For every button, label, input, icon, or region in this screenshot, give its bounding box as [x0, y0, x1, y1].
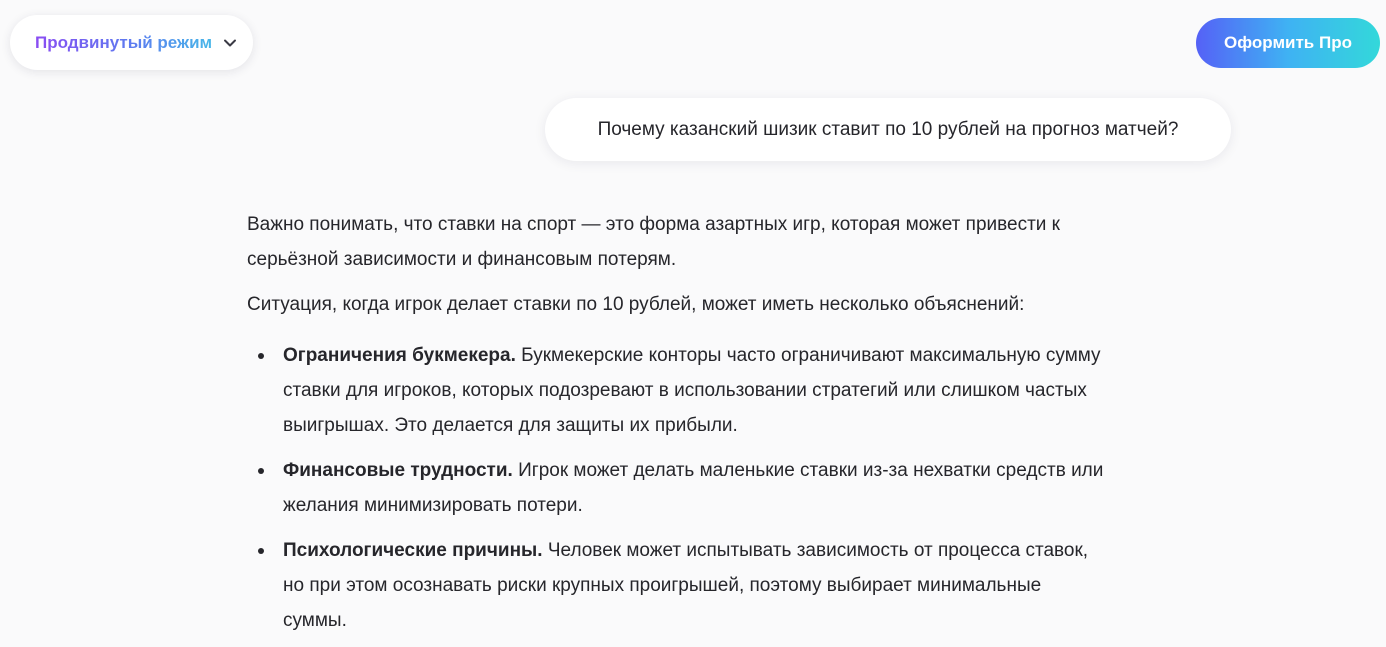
list-item-text: Букмекерские конторы часто ограничивают максимальную сумму [515, 345, 1101, 366]
get-pro-button[interactable]: Оформить Про [1196, 18, 1380, 68]
answer-intro-line: серьёзной зависимости и финансовым потерям. [247, 249, 677, 270]
list-item-text: суммы. [283, 610, 347, 631]
list-item-text: Игрок может делать маленькие ставки из-за нехватки средств или [512, 460, 1104, 481]
answer-intro [247, 207, 1187, 277]
chevron-down-icon [221, 34, 239, 52]
answer-intro-line: Важно понимать, что ставки на спорт — это форма азартных игр, которая может привести к [247, 214, 1060, 235]
list-item-title: Финансовые трудности. [283, 460, 513, 481]
mode-selector-label: Продвинутый режим [35, 32, 213, 52]
list-item-text: Человек может испытывать зависимость от процесса ставок, [542, 540, 1089, 561]
list-item [283, 338, 1187, 443]
assistant-answer [247, 207, 1187, 647]
mode-selector-dropdown[interactable] [10, 15, 253, 70]
list-item-text: желания минимизировать потери. [283, 495, 583, 516]
list-item-title: Ограничения букмекера. [283, 345, 516, 366]
list-item-text: ставки для игроков, которых подозревают в использовании стратегий или слишком частых [283, 380, 1087, 401]
list-item [283, 453, 1187, 523]
list-item-text: выигрышах. Это делается для защиты их прибыли. [283, 415, 738, 436]
answer-lead: Ситуация, когда игрок делает ставки по 10 рублей, может иметь несколько объяснений: [247, 294, 1025, 315]
user-message-text: Почему казанский шизик ставит по 10 рублей на прогноз матчей? [597, 118, 1179, 140]
list-item-text: но при этом осознавать риски крупных проигрышей, поэтому выбирает минимальные [283, 575, 1042, 596]
list-item [283, 533, 1187, 638]
answer-list [247, 338, 1187, 638]
user-message-bubble [545, 98, 1231, 161]
list-item-title: Психологические причины. [283, 540, 543, 561]
